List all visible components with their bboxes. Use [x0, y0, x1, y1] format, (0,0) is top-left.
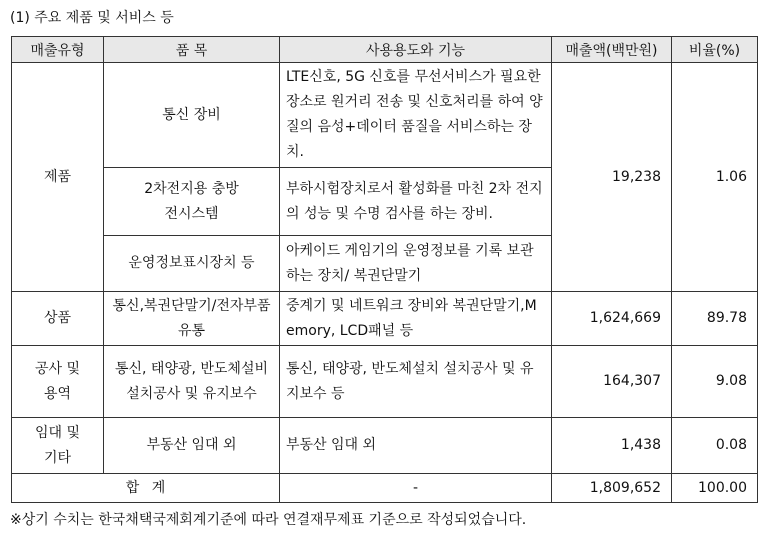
ratio-cell: 1.06 [672, 63, 758, 292]
footnote: ※상기 수치는 한국채택국제회계기준에 따라 연결재무제표 기준으로 작성되었습니다. [10, 512, 527, 528]
sales-amount-cell: 19,238 [552, 63, 672, 292]
sales-amount-cell: 164,307 [552, 346, 672, 418]
usage-cell: 아케이드 게임기의 운영정보를 기록 보관하는 장치/ 복권단말기 [280, 236, 552, 292]
table-row [12, 418, 758, 474]
item-cell: 2차전지용 충방전시스템 [104, 168, 280, 236]
sales-type-cell: 임대 및 기타 [12, 418, 104, 474]
header-ratio: 비율(%) [672, 37, 758, 63]
ratio-cell: 0.08 [672, 418, 758, 474]
sales-type-cell: 상품 [12, 292, 104, 346]
ratio-cell: 9.08 [672, 346, 758, 418]
total-row [12, 474, 758, 503]
item-cell: 통신,복권단말기/전자부품 유통 [104, 292, 280, 346]
usage-cell: 중계기 및 네트워크 장비와 복권단말기,Memory, LCD패널 등 [280, 292, 552, 346]
usage-cell: 부동산 임대 외 [280, 418, 552, 474]
item-cell: 통신 장비 [104, 63, 280, 168]
table-row [12, 292, 758, 346]
sales-amount-cell: 1,624,669 [552, 292, 672, 346]
header-row [12, 37, 758, 63]
header-sales-amount: 매출액(백만원) [552, 37, 672, 63]
ratio-cell: 89.78 [672, 292, 758, 346]
table-row [12, 63, 758, 168]
total-ratio: 100.00 [672, 474, 758, 503]
sales-amount-cell: 1,438 [552, 418, 672, 474]
usage-cell: LTE신호, 5G 신호를 무선서비스가 필요한 장소로 원거리 전송 및 신호처리를 하여 양질의 음성+데이터 품질을 서비스하는 장치. [280, 63, 552, 168]
item-cell: 부동산 임대 외 [104, 418, 280, 474]
usage-cell: 부하시험장치로서 활성화를 마친 2차 전지의 성능 및 수명 검사를 하는 장비. [280, 168, 552, 236]
total-label: 합 계 [12, 474, 280, 503]
products-table [11, 36, 758, 503]
sales-type-cell: 제품 [12, 63, 104, 292]
item-cell: 통신, 태양광, 반도체설비 설치공사 및 유지보수 [104, 346, 280, 418]
total-sales-amount: 1,809,652 [552, 474, 672, 503]
item-cell: 운영정보표시장치 등 [104, 236, 280, 292]
header-item: 품 목 [104, 37, 280, 63]
sales-type-cell: 공사 및 용역 [12, 346, 104, 418]
table-row [12, 346, 758, 418]
usage-cell: 통신, 태양광, 반도체설치 설치공사 및 유지보수 등 [280, 346, 552, 418]
section-title: (1) 주요 제품 및 서비스 등 [10, 10, 174, 26]
header-usage: 사용용도와 기능 [280, 37, 552, 63]
total-usage-cell: - [280, 474, 552, 503]
header-sales-type: 매출유형 [12, 37, 104, 63]
